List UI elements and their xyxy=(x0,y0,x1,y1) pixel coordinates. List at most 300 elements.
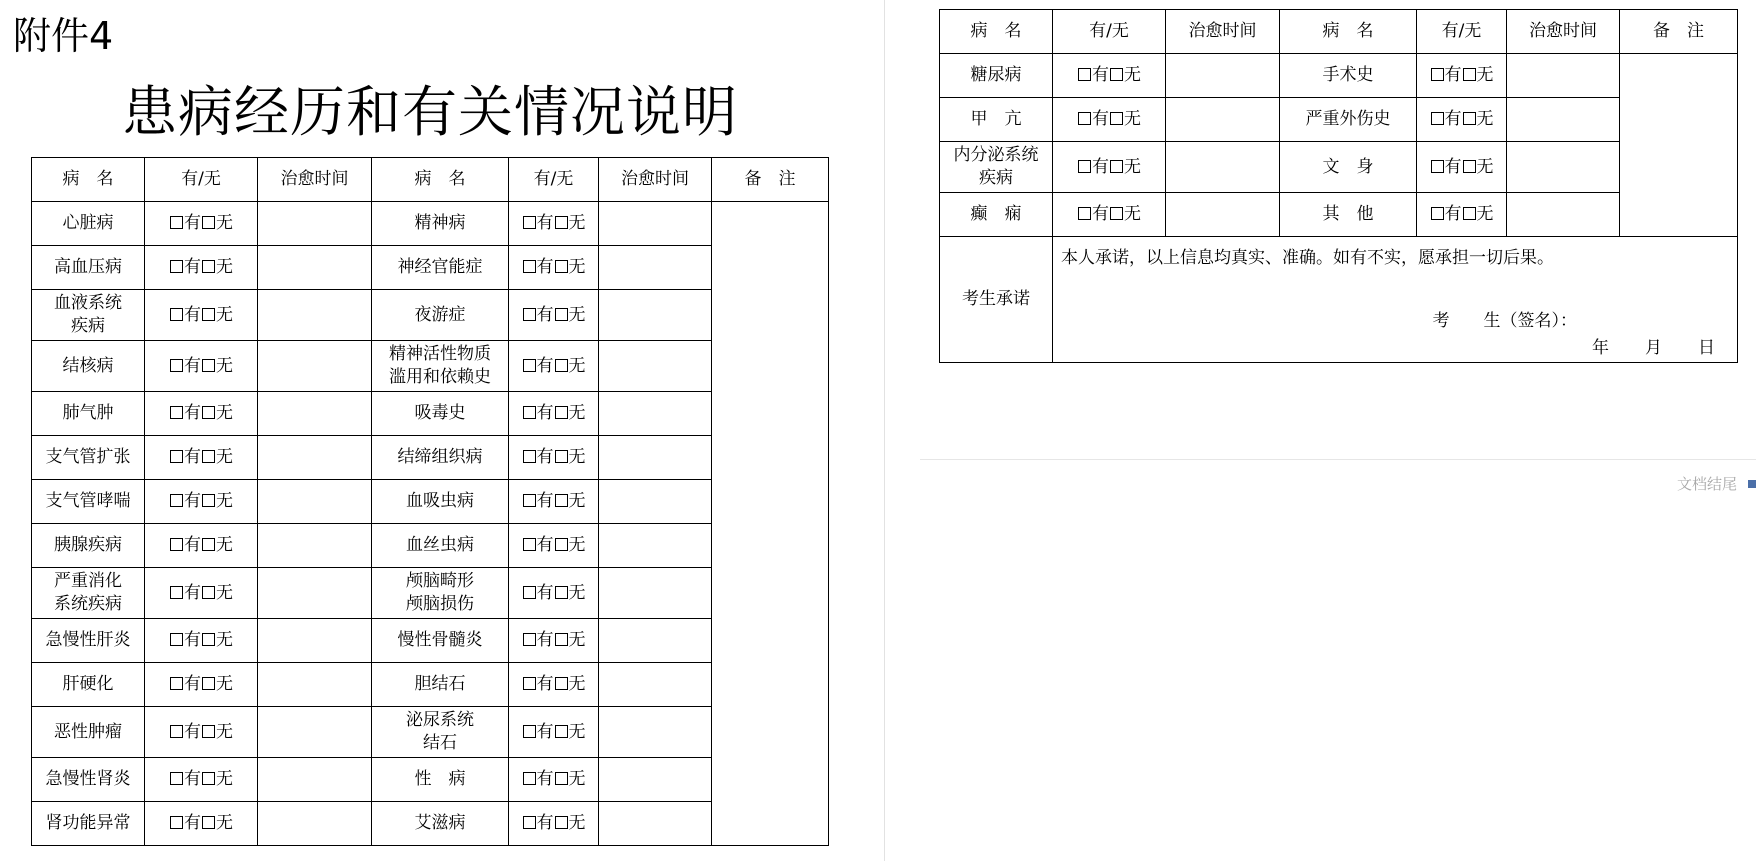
disease-name: 血液系统 疾病 xyxy=(32,290,145,341)
yes-no-checkboxes xyxy=(145,290,258,341)
yes-checkbox[interactable] xyxy=(523,308,536,321)
no-label: 无 xyxy=(216,403,233,423)
cure-time-field[interactable] xyxy=(599,392,712,436)
yes-label: 有 xyxy=(184,257,201,277)
no-checkbox[interactable] xyxy=(555,816,568,829)
oath-row xyxy=(940,237,1738,363)
yes-checkbox[interactable] xyxy=(170,216,183,229)
no-label: 无 xyxy=(568,447,586,467)
cure-time-field[interactable] xyxy=(599,802,712,846)
yes-checkbox[interactable] xyxy=(170,772,183,785)
cure-time-field[interactable] xyxy=(599,524,712,568)
disease-name: 严重外伤史 xyxy=(1280,98,1417,142)
cure-time-field[interactable] xyxy=(1166,54,1280,98)
no-label: 无 xyxy=(568,630,586,650)
cure-time-field[interactable] xyxy=(258,663,372,707)
yes-no-checkboxes xyxy=(1417,142,1507,193)
disease-name: 肾功能异常 xyxy=(32,802,145,846)
yes-checkbox[interactable] xyxy=(523,216,536,229)
yes-no-checkboxes xyxy=(1053,98,1166,142)
yes-label: 有 xyxy=(1092,109,1109,129)
yes-label: 有 xyxy=(536,403,554,423)
no-checkbox[interactable] xyxy=(202,406,215,419)
no-checkbox[interactable] xyxy=(202,359,215,372)
cure-time-field[interactable] xyxy=(1507,142,1620,193)
yes-label: 有 xyxy=(536,491,554,511)
yes-checkbox[interactable] xyxy=(523,772,536,785)
disease-name: 糖尿病 xyxy=(940,54,1053,98)
table-row xyxy=(32,802,829,846)
year-label: 年 xyxy=(1592,338,1609,358)
no-label: 无 xyxy=(568,721,586,742)
cure-time-field[interactable] xyxy=(599,246,712,290)
yes-no-checkboxes xyxy=(509,290,599,341)
table-row xyxy=(32,524,829,568)
no-checkbox[interactable] xyxy=(555,308,568,321)
medical-history-table-right xyxy=(939,9,1738,363)
cure-time-field[interactable] xyxy=(258,202,372,246)
no-checkbox[interactable] xyxy=(202,308,215,321)
yes-label: 有 xyxy=(536,304,554,325)
cure-time-field[interactable] xyxy=(1166,193,1280,237)
table-row xyxy=(32,341,829,392)
cure-time-field[interactable] xyxy=(258,524,372,568)
yes-no-checkboxes xyxy=(509,707,599,758)
yes-checkbox[interactable] xyxy=(170,816,183,829)
no-label: 无 xyxy=(216,769,233,789)
yes-no-checkboxes xyxy=(509,619,599,663)
yes-label: 有 xyxy=(1092,204,1109,224)
yes-label: 有 xyxy=(184,403,201,423)
page-divider xyxy=(884,0,885,861)
oath-cell xyxy=(1053,237,1738,363)
page-bottom-edge xyxy=(920,459,1756,460)
no-label: 无 xyxy=(568,491,586,511)
cure-time-field[interactable] xyxy=(599,341,712,392)
yes-label: 有 xyxy=(184,447,201,467)
disease-name: 急慢性肾炎 xyxy=(32,758,145,802)
disease-name: 神经官能症 xyxy=(372,246,509,290)
cure-time-field[interactable] xyxy=(599,436,712,480)
yes-no-checkboxes xyxy=(1417,98,1507,142)
no-label: 无 xyxy=(568,674,586,694)
yes-no-checkboxes xyxy=(145,663,258,707)
disease-name: 泌尿系统 结石 xyxy=(372,707,509,758)
oath-label: 考生承诺 xyxy=(940,237,1053,363)
cure-time-field[interactable] xyxy=(258,392,372,436)
yes-label: 有 xyxy=(184,769,201,789)
header-cure-time: 治愈时间 xyxy=(599,158,712,202)
yes-label: 有 xyxy=(184,355,201,376)
day-label: 日 xyxy=(1698,338,1715,358)
cure-time-field[interactable] xyxy=(1507,193,1620,237)
yes-checkbox[interactable] xyxy=(1431,112,1444,125)
disease-name: 血丝虫病 xyxy=(372,524,509,568)
table-row xyxy=(940,193,1738,237)
no-label: 无 xyxy=(216,813,233,833)
yes-no-checkboxes xyxy=(145,341,258,392)
header-has-none: 有/无 xyxy=(1417,10,1507,54)
disease-name: 艾滋病 xyxy=(372,802,509,846)
header-disease: 病 名 xyxy=(372,158,509,202)
no-checkbox[interactable] xyxy=(202,260,215,273)
yes-label: 有 xyxy=(184,630,201,650)
yes-no-checkboxes xyxy=(1053,142,1166,193)
disease-name: 肝硬化 xyxy=(32,663,145,707)
cure-time-field[interactable] xyxy=(599,568,712,619)
cure-time-field[interactable] xyxy=(599,663,712,707)
disease-name: 性 病 xyxy=(372,758,509,802)
no-label: 无 xyxy=(1124,65,1141,85)
header-has-none: 有/无 xyxy=(1053,10,1166,54)
yes-checkbox[interactable] xyxy=(170,359,183,372)
disease-name: 肺气肿 xyxy=(32,392,145,436)
cure-time-field[interactable] xyxy=(258,758,372,802)
yes-no-checkboxes xyxy=(509,663,599,707)
no-checkbox[interactable] xyxy=(202,450,215,463)
yes-no-checkboxes xyxy=(145,480,258,524)
month-label: 月 xyxy=(1645,338,1662,358)
yes-no-checkboxes xyxy=(509,202,599,246)
cure-time-field[interactable] xyxy=(599,707,712,758)
yes-label: 有 xyxy=(536,582,554,603)
no-checkbox[interactable] xyxy=(555,633,568,646)
no-label: 无 xyxy=(1124,109,1141,129)
yes-label: 有 xyxy=(536,355,554,376)
yes-checkbox[interactable] xyxy=(1078,160,1091,173)
header-cure-time: 治愈时间 xyxy=(1166,10,1280,54)
yes-label: 有 xyxy=(536,447,554,467)
yes-no-checkboxes xyxy=(509,480,599,524)
no-checkbox[interactable] xyxy=(555,406,568,419)
yes-no-checkboxes xyxy=(1053,54,1166,98)
table-row xyxy=(32,758,829,802)
disease-name: 手术史 xyxy=(1280,54,1417,98)
table-row xyxy=(940,142,1738,193)
yes-checkbox[interactable] xyxy=(170,725,183,738)
yes-checkbox[interactable] xyxy=(170,586,183,599)
header-remarks: 备 注 xyxy=(712,158,829,202)
table-row xyxy=(32,202,829,246)
no-checkbox[interactable] xyxy=(1110,112,1123,125)
no-label: 无 xyxy=(1476,204,1494,224)
yes-label: 有 xyxy=(184,674,201,694)
yes-label: 有 xyxy=(1444,204,1462,224)
yes-no-checkboxes xyxy=(509,524,599,568)
yes-checkbox[interactable] xyxy=(523,359,536,372)
no-checkbox[interactable] xyxy=(555,450,568,463)
no-checkbox[interactable] xyxy=(555,677,568,690)
no-checkbox[interactable] xyxy=(1463,207,1476,220)
table-row xyxy=(32,568,829,619)
table-row xyxy=(32,619,829,663)
yes-checkbox[interactable] xyxy=(170,538,183,551)
yes-label: 有 xyxy=(184,813,201,833)
no-checkbox[interactable] xyxy=(555,260,568,273)
no-checkbox[interactable] xyxy=(1110,160,1123,173)
no-label: 无 xyxy=(568,769,586,789)
header-disease: 病 名 xyxy=(1280,10,1417,54)
no-label: 无 xyxy=(216,447,233,467)
yes-checkbox[interactable] xyxy=(523,633,536,646)
yes-no-checkboxes xyxy=(145,568,258,619)
no-label: 无 xyxy=(216,674,233,694)
cure-time-field[interactable] xyxy=(1166,98,1280,142)
disease-name: 精神病 xyxy=(372,202,509,246)
table-row xyxy=(32,436,829,480)
disease-name: 夜游症 xyxy=(372,290,509,341)
cure-time-field[interactable] xyxy=(1166,142,1280,193)
disease-name: 严重消化 系统疾病 xyxy=(32,568,145,619)
yes-label: 有 xyxy=(536,213,554,233)
disease-name: 胰腺疾病 xyxy=(32,524,145,568)
no-checkbox[interactable] xyxy=(202,586,215,599)
yes-checkbox[interactable] xyxy=(523,586,536,599)
cure-time-field[interactable] xyxy=(258,246,372,290)
header-cure-time: 治愈时间 xyxy=(1507,10,1620,54)
no-label: 无 xyxy=(1124,156,1141,177)
no-checkbox[interactable] xyxy=(202,677,215,690)
table-row xyxy=(32,663,829,707)
header-disease: 病 名 xyxy=(32,158,145,202)
yes-checkbox[interactable] xyxy=(1431,207,1444,220)
no-checkbox[interactable] xyxy=(555,538,568,551)
yes-label: 有 xyxy=(184,582,201,603)
cure-time-field[interactable] xyxy=(258,619,372,663)
disease-name: 胆结石 xyxy=(372,663,509,707)
no-checkbox[interactable] xyxy=(555,586,568,599)
yes-label: 有 xyxy=(536,257,554,277)
yes-checkbox[interactable] xyxy=(523,816,536,829)
no-checkbox[interactable] xyxy=(1463,68,1476,81)
yes-label: 有 xyxy=(184,491,201,511)
cure-time-field[interactable] xyxy=(258,341,372,392)
yes-no-checkboxes xyxy=(509,568,599,619)
yes-label: 有 xyxy=(184,721,201,742)
yes-checkbox[interactable] xyxy=(170,260,183,273)
no-checkbox[interactable] xyxy=(555,725,568,738)
cure-time-field[interactable] xyxy=(599,619,712,663)
cure-time-field[interactable] xyxy=(1507,98,1620,142)
yes-no-checkboxes xyxy=(1417,54,1507,98)
oath-text: 本人承诺，以上信息均真实、准确。如有不实，愿承担一切后果。 xyxy=(1061,248,1554,268)
yes-no-checkboxes xyxy=(145,246,258,290)
cure-time-field[interactable] xyxy=(258,436,372,480)
no-checkbox[interactable] xyxy=(202,816,215,829)
no-label: 无 xyxy=(216,213,233,233)
no-checkbox[interactable] xyxy=(555,216,568,229)
no-label: 无 xyxy=(568,582,586,603)
date-line xyxy=(1592,337,1715,360)
yes-checkbox[interactable] xyxy=(523,725,536,738)
yes-checkbox[interactable] xyxy=(170,406,183,419)
yes-label: 有 xyxy=(536,813,554,833)
yes-label: 有 xyxy=(184,535,201,555)
no-label: 无 xyxy=(568,355,586,376)
table-row xyxy=(940,54,1738,98)
cure-time-field[interactable] xyxy=(599,480,712,524)
yes-checkbox[interactable] xyxy=(170,633,183,646)
yes-no-checkboxes xyxy=(1417,193,1507,237)
cure-time-field[interactable] xyxy=(1507,54,1620,98)
yes-no-checkboxes xyxy=(145,436,258,480)
disease-name: 吸毒史 xyxy=(372,392,509,436)
disease-name: 心脏病 xyxy=(32,202,145,246)
no-label: 无 xyxy=(568,813,586,833)
no-checkbox[interactable] xyxy=(1463,160,1476,173)
disease-name: 内分泌系统 疾病 xyxy=(940,142,1053,193)
disease-name: 颅脑畸形 颅脑损伤 xyxy=(372,568,509,619)
document-end-label: 文档结尾 xyxy=(1677,475,1738,493)
yes-no-checkboxes xyxy=(145,758,258,802)
no-checkbox[interactable] xyxy=(202,216,215,229)
no-label: 无 xyxy=(568,535,586,555)
yes-checkbox[interactable] xyxy=(523,494,536,507)
cure-time-field[interactable] xyxy=(599,202,712,246)
yes-label: 有 xyxy=(184,304,201,325)
yes-checkbox[interactable] xyxy=(170,450,183,463)
yes-no-checkboxes xyxy=(145,802,258,846)
no-checkbox[interactable] xyxy=(202,633,215,646)
remarks-field[interactable] xyxy=(712,202,829,846)
yes-label: 有 xyxy=(1092,65,1109,85)
table-header-row xyxy=(940,10,1738,54)
cure-time-field[interactable] xyxy=(258,568,372,619)
no-label: 无 xyxy=(216,582,233,603)
disease-name: 高血压病 xyxy=(32,246,145,290)
yes-checkbox[interactable] xyxy=(1078,207,1091,220)
disease-name: 其 他 xyxy=(1280,193,1417,237)
no-checkbox[interactable] xyxy=(202,772,215,785)
no-checkbox[interactable] xyxy=(555,359,568,372)
table-header-row xyxy=(32,158,829,202)
no-checkbox[interactable] xyxy=(555,772,568,785)
disease-name: 癫 痫 xyxy=(940,193,1053,237)
medical-history-table-left xyxy=(31,157,829,846)
disease-name: 血吸虫病 xyxy=(372,480,509,524)
no-checkbox[interactable] xyxy=(1463,112,1476,125)
yes-label: 有 xyxy=(536,535,554,555)
no-label: 无 xyxy=(216,257,233,277)
yes-label: 有 xyxy=(1444,109,1462,129)
no-checkbox[interactable] xyxy=(1110,68,1123,81)
no-label: 无 xyxy=(216,491,233,511)
yes-checkbox[interactable] xyxy=(1078,112,1091,125)
yes-checkbox[interactable] xyxy=(1431,160,1444,173)
cure-time-field[interactable] xyxy=(599,758,712,802)
page-title: 患病经历和有关情况说明 xyxy=(121,80,738,144)
disease-name: 恶性肿瘤 xyxy=(32,707,145,758)
cure-time-field[interactable] xyxy=(258,802,372,846)
disease-name: 结核病 xyxy=(32,341,145,392)
yes-checkbox[interactable] xyxy=(523,538,536,551)
header-disease: 病 名 xyxy=(940,10,1053,54)
yes-no-checkboxes xyxy=(509,392,599,436)
table-row xyxy=(32,480,829,524)
no-label: 无 xyxy=(216,535,233,555)
header-remarks: 备 注 xyxy=(1620,10,1738,54)
cure-time-field[interactable] xyxy=(258,480,372,524)
table-row xyxy=(32,392,829,436)
yes-no-checkboxes xyxy=(145,392,258,436)
yes-no-checkboxes xyxy=(145,524,258,568)
disease-name: 支气管哮喘 xyxy=(32,480,145,524)
yes-label: 有 xyxy=(536,721,554,742)
header-cure-time: 治愈时间 xyxy=(258,158,372,202)
no-checkbox[interactable] xyxy=(202,538,215,551)
no-checkbox[interactable] xyxy=(202,494,215,507)
table-row xyxy=(940,98,1738,142)
disease-name: 结缔组织病 xyxy=(372,436,509,480)
no-label: 无 xyxy=(216,721,233,742)
signature-label: 考 生（签名）： xyxy=(1432,311,1577,331)
disease-name: 甲 亢 xyxy=(940,98,1053,142)
no-checkbox[interactable] xyxy=(1110,207,1123,220)
yes-no-checkboxes xyxy=(509,436,599,480)
yes-label: 有 xyxy=(536,674,554,694)
no-label: 无 xyxy=(216,630,233,650)
yes-no-checkboxes xyxy=(509,802,599,846)
cure-time-field[interactable] xyxy=(599,290,712,341)
yes-no-checkboxes xyxy=(145,707,258,758)
yes-checkbox[interactable] xyxy=(523,450,536,463)
cure-time-field[interactable] xyxy=(258,290,372,341)
no-label: 无 xyxy=(1124,204,1141,224)
yes-no-checkboxes xyxy=(1053,193,1166,237)
yes-label: 有 xyxy=(184,213,201,233)
yes-label: 有 xyxy=(536,630,554,650)
yes-label: 有 xyxy=(536,769,554,789)
no-checkbox[interactable] xyxy=(202,725,215,738)
yes-no-checkboxes xyxy=(509,341,599,392)
no-label: 无 xyxy=(1476,65,1494,85)
header-has-none: 有/无 xyxy=(509,158,599,202)
document-end-marker xyxy=(1748,480,1756,488)
disease-name: 精神活性物质 滥用和依赖史 xyxy=(372,341,509,392)
yes-checkbox[interactable] xyxy=(170,308,183,321)
no-label: 无 xyxy=(568,304,586,325)
yes-checkbox[interactable] xyxy=(1078,68,1091,81)
yes-no-checkboxes xyxy=(509,246,599,290)
no-checkbox[interactable] xyxy=(555,494,568,507)
yes-checkbox[interactable] xyxy=(523,677,536,690)
disease-name: 慢性骨髓炎 xyxy=(372,619,509,663)
yes-checkbox[interactable] xyxy=(1431,68,1444,81)
yes-no-checkboxes xyxy=(145,619,258,663)
cure-time-field[interactable] xyxy=(258,707,372,758)
header-has-none: 有/无 xyxy=(145,158,258,202)
yes-checkbox[interactable] xyxy=(523,406,536,419)
yes-no-checkboxes xyxy=(509,758,599,802)
no-label: 无 xyxy=(568,213,586,233)
table-row xyxy=(32,246,829,290)
yes-no-checkboxes xyxy=(145,202,258,246)
yes-label: 有 xyxy=(1444,156,1462,177)
no-label: 无 xyxy=(1476,156,1494,177)
yes-checkbox[interactable] xyxy=(523,260,536,273)
no-label: 无 xyxy=(216,355,233,376)
disease-name: 文 身 xyxy=(1280,142,1417,193)
no-label: 无 xyxy=(1476,109,1494,129)
yes-checkbox[interactable] xyxy=(170,677,183,690)
yes-checkbox[interactable] xyxy=(170,494,183,507)
yes-label: 有 xyxy=(1092,156,1109,177)
table-row xyxy=(32,707,829,758)
yes-label: 有 xyxy=(1444,65,1462,85)
disease-name: 急慢性肝炎 xyxy=(32,619,145,663)
remarks-field[interactable] xyxy=(1620,54,1738,237)
no-label: 无 xyxy=(568,403,586,423)
